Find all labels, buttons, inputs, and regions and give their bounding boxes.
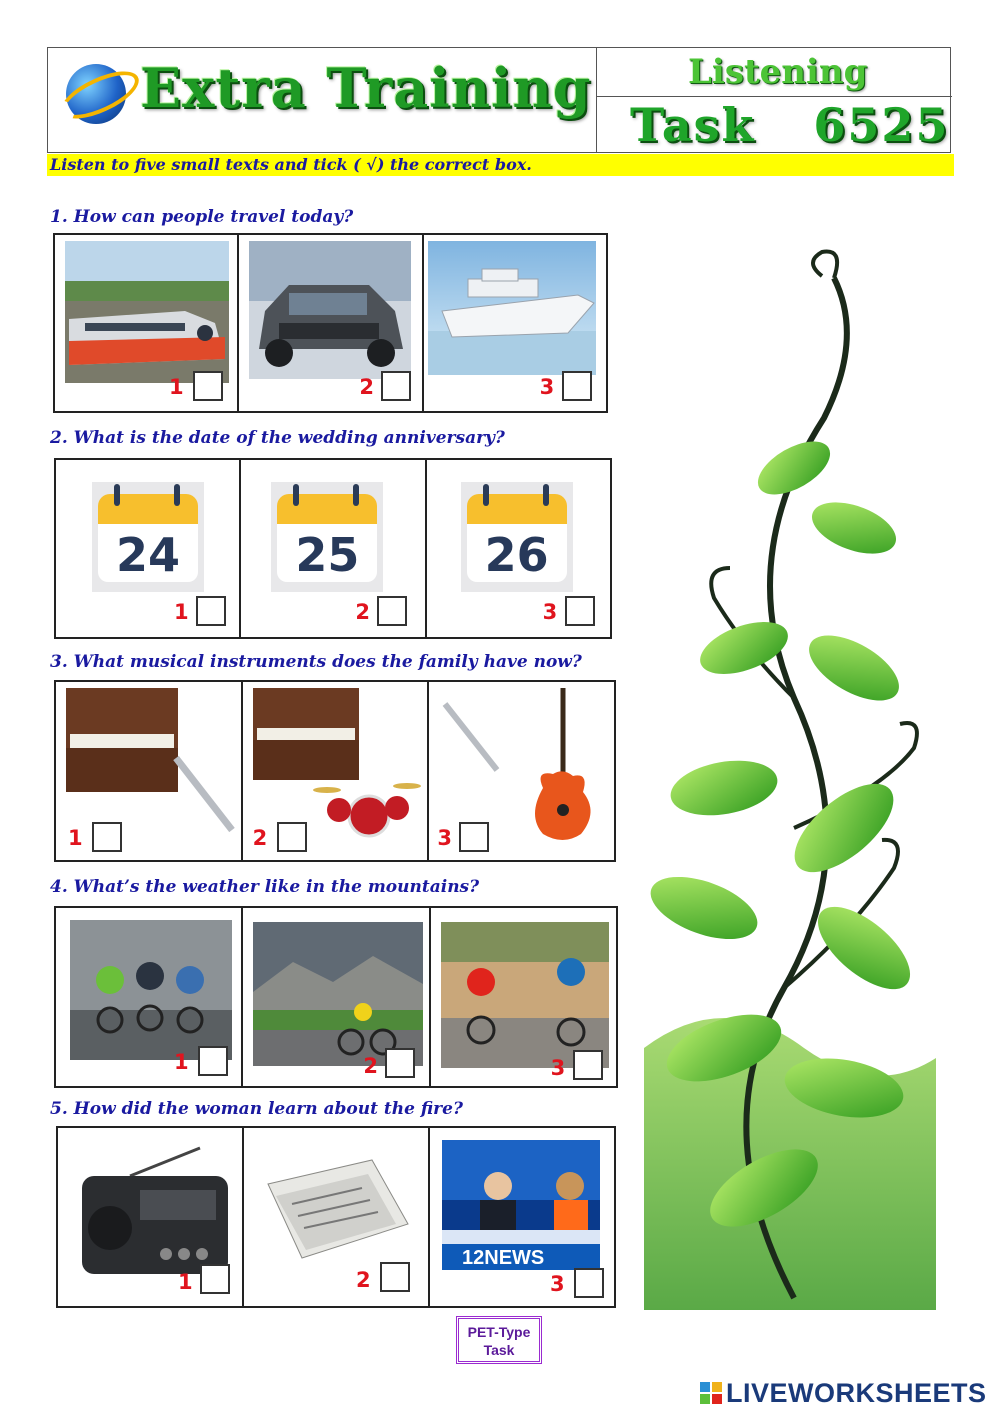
tick-box[interactable] xyxy=(277,822,307,852)
option-2-cell[interactable] xyxy=(241,460,426,637)
tick-box[interactable] xyxy=(196,596,226,626)
question-4: 4. What’s the weather like in the mountains? xyxy=(50,877,480,897)
cyclists-sunny-image xyxy=(441,922,609,1068)
vine-decoration xyxy=(644,228,936,1310)
page-title: Extra Training xyxy=(140,56,592,120)
tick-box[interactable] xyxy=(200,1264,230,1294)
question-1-options xyxy=(53,233,608,413)
task-id xyxy=(630,98,949,152)
calendar-date: 26 xyxy=(484,528,549,582)
question-3-options xyxy=(54,680,616,862)
pet-label-line1: PET-Type xyxy=(467,1324,531,1340)
calendar-date: 25 xyxy=(295,528,360,582)
header-divider xyxy=(596,48,597,152)
calendar-icon xyxy=(92,482,204,592)
option-number: 1 xyxy=(178,1270,193,1294)
tick-box[interactable] xyxy=(574,1268,604,1298)
train-image xyxy=(65,241,229,383)
option-number: 3 xyxy=(542,600,558,624)
option-1-cell[interactable] xyxy=(56,460,241,637)
option-number: 1 xyxy=(68,826,83,850)
question-4-options xyxy=(54,906,618,1088)
tv-news-image xyxy=(442,1140,600,1270)
option-1-cell[interactable] xyxy=(56,682,243,860)
cruise-ship-image xyxy=(428,241,596,375)
tv-logo-text: 12NEWS xyxy=(462,1247,545,1269)
task-label: Task xyxy=(630,98,756,152)
tick-box[interactable] xyxy=(92,822,122,852)
car-image xyxy=(249,241,411,379)
brand-name: LIVEWORKSHEETS xyxy=(726,1378,987,1408)
tick-box[interactable] xyxy=(562,371,592,401)
option-3-cell[interactable] xyxy=(430,1128,614,1306)
option-1-cell[interactable] xyxy=(56,908,243,1086)
cyclists-cloudy-image xyxy=(253,922,423,1066)
question-5: 5. How did the woman learn about the fire? xyxy=(50,1099,463,1119)
tick-box[interactable] xyxy=(377,596,407,626)
calendar-date: 24 xyxy=(115,528,180,582)
option-number: 3 xyxy=(550,1272,565,1296)
option-3-cell[interactable] xyxy=(427,460,610,637)
option-number: 3 xyxy=(539,375,555,399)
tick-box[interactable] xyxy=(198,1046,228,1076)
calendar-icon xyxy=(271,482,383,592)
tick-box[interactable] xyxy=(459,822,489,852)
option-1-cell[interactable] xyxy=(58,1128,244,1306)
option-3-cell[interactable] xyxy=(431,908,616,1086)
question-2: 2. What is the date of the wedding anniversary? xyxy=(50,428,505,448)
calendar-icon xyxy=(461,482,573,592)
piano-flute-image xyxy=(64,686,240,836)
option-3-cell[interactable] xyxy=(424,235,606,411)
option-number: 3 xyxy=(437,826,452,850)
tick-box[interactable] xyxy=(380,1262,410,1292)
tick-box[interactable] xyxy=(565,596,595,626)
pet-type-badge xyxy=(456,1316,542,1364)
option-3-cell[interactable] xyxy=(429,682,614,860)
option-number: 2 xyxy=(356,1268,371,1292)
tick-box[interactable] xyxy=(385,1048,415,1078)
option-1-cell[interactable] xyxy=(55,235,239,411)
option-number: 1 xyxy=(174,600,189,624)
question-2-options xyxy=(54,458,612,639)
question-3: 3. What musical instruments does the family have now? xyxy=(50,652,582,672)
cyclists-snow-image xyxy=(70,920,232,1060)
option-number: 2 xyxy=(363,1054,378,1078)
option-number: 2 xyxy=(359,375,374,399)
option-2-cell[interactable] xyxy=(243,908,430,1086)
subject-label: Listening xyxy=(688,52,868,92)
option-number: 1 xyxy=(174,1050,189,1074)
option-2-cell[interactable] xyxy=(244,1128,430,1306)
option-number: 2 xyxy=(252,826,268,850)
tick-box[interactable] xyxy=(193,371,223,401)
newspaper-image xyxy=(262,1154,412,1264)
option-2-cell[interactable] xyxy=(243,682,430,860)
liveworksheets-logo-icon xyxy=(700,1382,722,1404)
option-number: 3 xyxy=(550,1056,566,1080)
task-number: 6525 xyxy=(813,98,950,152)
option-2-cell[interactable] xyxy=(239,235,423,411)
radio-image xyxy=(80,1146,230,1276)
question-5-options xyxy=(56,1126,616,1308)
tick-box[interactable] xyxy=(381,371,411,401)
pet-label-line2: Task xyxy=(483,1342,515,1358)
tick-box[interactable] xyxy=(573,1050,603,1080)
option-number: 1 xyxy=(169,375,184,399)
header xyxy=(47,47,951,153)
instructions: Listen to five small texts and tick ( √) the correct box. xyxy=(50,155,532,174)
question-1: 1. How can people travel today? xyxy=(50,207,354,227)
header-divider-h xyxy=(596,96,952,97)
option-number: 2 xyxy=(355,600,370,624)
